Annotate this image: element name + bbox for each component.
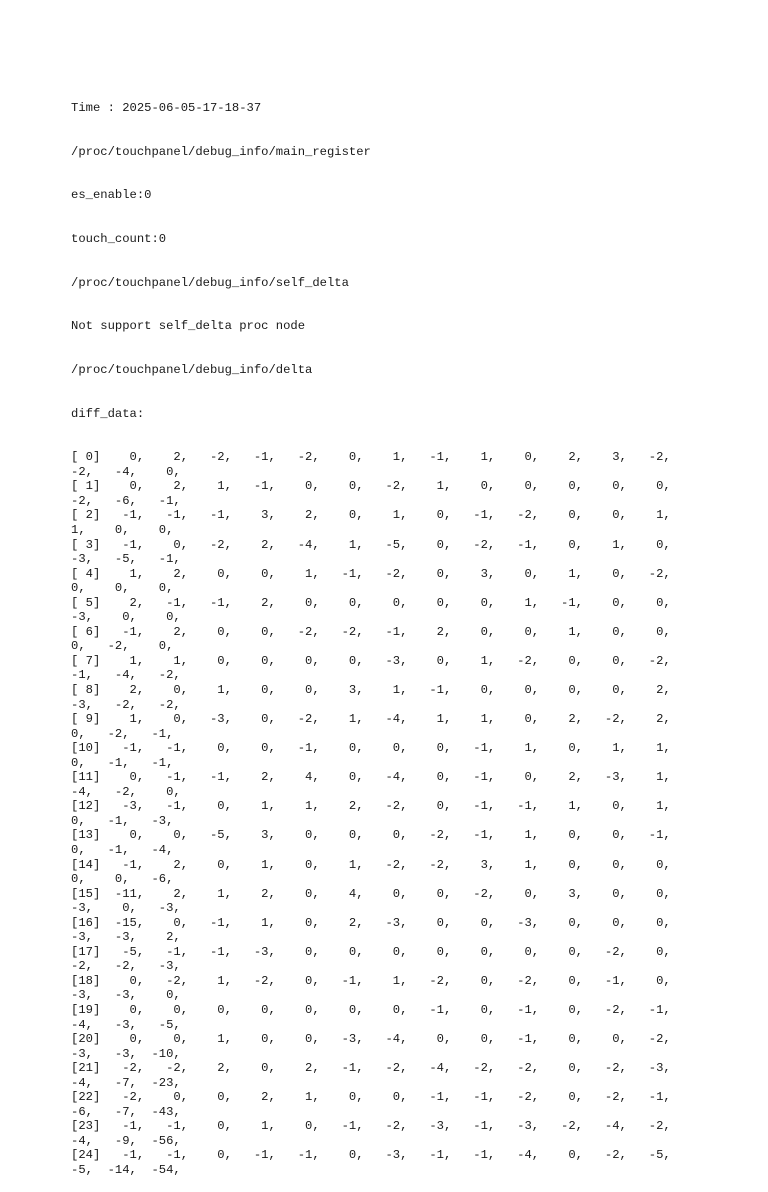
diff-row: [11] 0, -1, -1, 2, 4, 0, -4, 0, -1, 0, 2, -3, 1, bbox=[71, 770, 671, 785]
diff-row: [ 2] -1, -1, -1, 3, 2, 0, 1, 0, -1, -2, 0, 0, 1, bbox=[71, 508, 671, 523]
diff-row: [ 3] -1, 0, -2, 2, -4, 1, -5, 0, -2, -1, 0, 1, 0, bbox=[71, 537, 671, 552]
diff-row: [19] 0, 0, 0, 0, 0, 0, 0, -1, 0, -1, 0, -2, -1, bbox=[71, 1003, 671, 1017]
diff-row-continuation: -3, -3, -10, bbox=[71, 1046, 181, 1061]
delta-path-line: /proc/touchpanel/debug_info/delta bbox=[71, 362, 313, 377]
diff-row: [10] -1, -1, 0, 0, -1, 0, 0, 0, -1, 1, 0, 1, 1, bbox=[71, 741, 671, 756]
main-register-path-line: /proc/touchpanel/debug_info/main_register bbox=[71, 144, 371, 159]
diff-row: [21] -2, -2, 2, 0, 2, -1, -2, -4, -2, -2, 0, -2, -3, bbox=[71, 1061, 671, 1076]
diff-row-continuation: -3, 0, 0, bbox=[71, 610, 181, 625]
diff-row-continuation: -3, -3, 0, bbox=[71, 988, 181, 1003]
diff-row-continuation: -4, -9, -56, bbox=[71, 1133, 181, 1148]
diff-row-continuation: -2, -2, -3, bbox=[71, 959, 181, 974]
diff-row: [ 4] 1, 2, 0, 0, 1, -1, -2, 0, 3, 0, 1, 0, -2, bbox=[71, 566, 671, 581]
diff-data-heading: diff_data: bbox=[71, 406, 145, 421]
diff-row: [23] -1, -1, 0, 1, 0, -1, -2, -3, -1, -3, -2, -4, -2, bbox=[71, 1119, 671, 1134]
diff-row-continuation: -3, -2, -2, bbox=[71, 697, 181, 712]
diff-row-continuation: -2, -6, -1, bbox=[71, 493, 181, 508]
diff-row: [13] 0, 0, -5, 3, 0, 0, 0, -2, -1, 1, 0, 0, -1, bbox=[71, 828, 671, 843]
diff-row-continuation: 0, 0, -6, bbox=[71, 872, 174, 887]
diff-data-table bbox=[71, 450, 751, 1177]
diff-row-continuation: 0, -2, -1, bbox=[71, 726, 174, 741]
diff-row-continuation: -6, -7, -43, bbox=[71, 1104, 181, 1119]
diff-row-continuation: -3, -3, 2, bbox=[71, 930, 181, 945]
diff-row: [24] -1, -1, 0, -1, -1, 0, -3, -1, -1, -4, 0, -2, -5, bbox=[71, 1148, 671, 1163]
timestamp-line: Time : 2025-06-05-17-18-37 bbox=[71, 101, 262, 116]
diff-row-continuation: 0, -1, -1, bbox=[71, 755, 174, 770]
es-enable-line: es_enable:0 bbox=[71, 188, 152, 203]
diff-row-continuation: 0, -2, 0, bbox=[71, 639, 174, 654]
diff-row: [ 7] 1, 1, 0, 0, 0, 0, -3, 0, 1, -2, 0, 0, -2, bbox=[71, 653, 671, 668]
diff-row-continuation: -3, -5, -1, bbox=[71, 552, 181, 567]
diff-row: [20] 0, 0, 1, 0, 0, -3, -4, 0, 0, -1, 0, 0, -2, bbox=[71, 1032, 671, 1047]
diff-row-continuation: 0, 0, 0, bbox=[71, 581, 174, 596]
diff-row-continuation: -5, -14, -54, bbox=[71, 1163, 181, 1178]
diff-row-continuation: -1, -4, -2, bbox=[71, 668, 181, 683]
touch-count-line: touch_count:0 bbox=[71, 232, 167, 247]
debug-log-document bbox=[71, 72, 751, 1192]
diff-row-continuation: -2, -4, 0, bbox=[71, 464, 181, 479]
diff-row: [ 1] 0, 2, 1, -1, 0, 0, -2, 1, 0, 0, 0, 0, 0, bbox=[71, 479, 671, 494]
diff-row: [ 0] 0, 2, -2, -1, -2, 0, 1, -1, 1, 0, 2, 3, -2, bbox=[71, 450, 671, 465]
self-delta-path-line: /proc/touchpanel/debug_info/self_delta bbox=[71, 275, 349, 290]
diff-row: [ 9] 1, 0, -3, 0, -2, 1, -4, 1, 1, 0, 2, -2, 2, bbox=[71, 712, 671, 727]
diff-row: [22] -2, 0, 0, 2, 1, 0, 0, -1, -1, -2, 0, -2, -1, bbox=[71, 1090, 671, 1105]
self-delta-unsupported-line: Not support self_delta proc node bbox=[71, 319, 306, 334]
diff-row-continuation: 0, -1, -3, bbox=[71, 813, 174, 828]
diff-row: [16] -15, 0, -1, 1, 0, 2, -3, 0, 0, -3, 0, 0, 0, bbox=[71, 915, 671, 930]
diff-row: [12] -3, -1, 0, 1, 1, 2, -2, 0, -1, -1, 1, 0, 1, bbox=[71, 799, 671, 814]
diff-row: [15] -11, 2, 1, 2, 0, 4, 0, 0, -2, 0, 3, 0, 0, bbox=[71, 886, 671, 901]
diff-row: [18] 0, -2, 1, -2, 0, -1, 1, -2, 0, -2, 0, -1, 0, bbox=[71, 973, 671, 988]
diff-row-continuation: 0, -1, -4, bbox=[71, 842, 174, 857]
diff-row-continuation: -4, -7, -23, bbox=[71, 1075, 181, 1090]
diff-row: [14] -1, 2, 0, 1, 0, 1, -2, -2, 3, 1, 0, 0, 0, bbox=[71, 857, 671, 872]
diff-row-continuation: -3, 0, -3, bbox=[71, 901, 181, 916]
diff-row: [ 5] 2, -1, -1, 2, 0, 0, 0, 0, 0, 1, -1, 0, 0, bbox=[71, 595, 671, 610]
diff-row: [17] -5, -1, -1, -3, 0, 0, 0, 0, 0, 0, 0, -2, 0, bbox=[71, 944, 671, 959]
diff-row: [ 8] 2, 0, 1, 0, 0, 3, 1, -1, 0, 0, 0, 0, 2, bbox=[71, 682, 671, 697]
diff-row-continuation: 1, 0, 0, bbox=[71, 522, 174, 537]
diff-row-continuation: -4, -3, -5, bbox=[71, 1017, 181, 1032]
diff-row: [ 6] -1, 2, 0, 0, -2, -2, -1, 2, 0, 0, 1, 0, 0, bbox=[71, 624, 671, 639]
diff-row-continuation: -4, -2, 0, bbox=[71, 784, 181, 799]
